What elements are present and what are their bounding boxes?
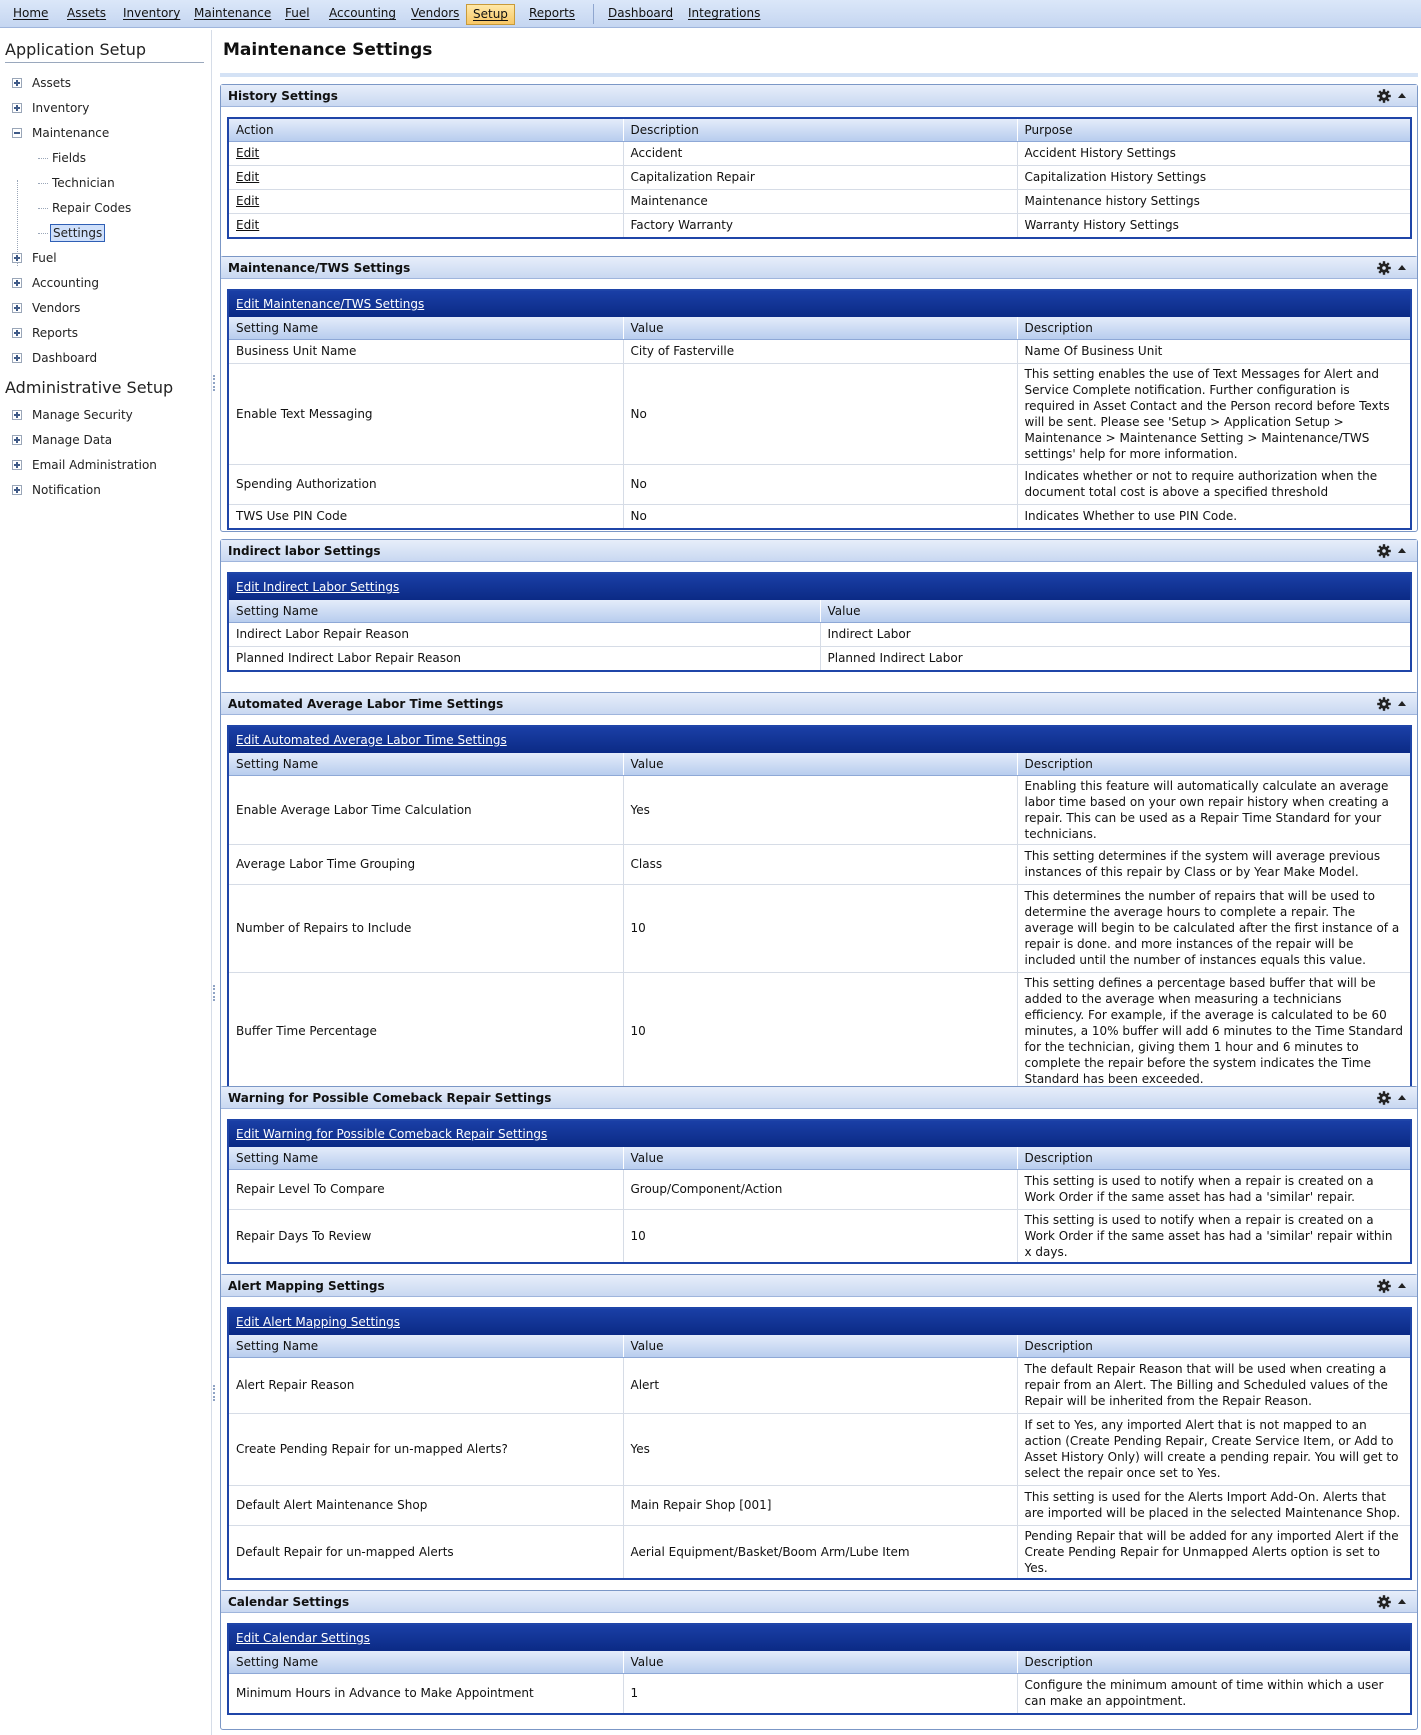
panel-title: History Settings xyxy=(228,89,338,103)
table-cell: Planned Indirect Labor xyxy=(827,651,963,666)
edit-calendar-settings-link[interactable]: Edit Calendar Settings xyxy=(236,1631,371,1645)
menu-dashboard[interactable]: Dashboard xyxy=(608,6,674,20)
table-cell: Enable Text Messaging xyxy=(229,363,623,464)
menu-reports[interactable]: Reports xyxy=(529,6,576,20)
history-grid xyxy=(227,117,1412,239)
table-cell: Name Of Business Unit xyxy=(1017,339,1410,363)
table-cell: Maintenance xyxy=(623,189,1017,213)
chevron-up-icon[interactable] xyxy=(1398,548,1406,553)
table-cell: Default Repair for un-mapped Alerts xyxy=(229,1525,623,1578)
gear-icon[interactable] xyxy=(1377,544,1391,558)
expand-icon[interactable] xyxy=(12,485,22,495)
table-row xyxy=(229,339,1410,363)
table-row xyxy=(229,1357,1410,1413)
application-setup-title: Application Setup xyxy=(5,40,147,59)
gear-icon[interactable] xyxy=(1377,89,1391,103)
column-header[interactable]: Setting Name xyxy=(229,317,623,339)
table-cell: Factory Warranty xyxy=(623,213,1017,237)
table-row xyxy=(229,775,1410,844)
table-row xyxy=(229,646,1410,670)
table-cell: Yes xyxy=(623,1413,1017,1485)
chevron-up-icon[interactable] xyxy=(1398,1095,1406,1100)
table-row xyxy=(229,844,1410,884)
table-cell: Accident History Settings xyxy=(1017,141,1410,165)
tree-connector xyxy=(38,183,48,184)
table-cell: This setting is used to notify when a repair is created on a Work Order if the same asset has had a 'similar' repair within x days. xyxy=(1024,1212,1393,1259)
table-cell: If set to Yes, any imported Alert that is not mapped to an action (Create Pending Repair, Create Service Item, or Add to Asset History Only) will create a pending repair. You will get to select the repair once set to Yes. xyxy=(1017,1413,1410,1485)
calendar-grid xyxy=(227,1623,1412,1715)
table-cell: Repair Days To Review xyxy=(229,1209,623,1262)
edit-tws-settings-link[interactable]: Edit Maintenance/TWS Settings xyxy=(236,297,425,311)
table-cell: 10 xyxy=(623,884,1017,972)
table-cell: Yes xyxy=(623,775,1017,844)
table-row xyxy=(229,1673,1410,1713)
comeback-repair-grid xyxy=(227,1119,1412,1264)
gear-icon[interactable] xyxy=(1377,697,1391,711)
table-cell: Alert Repair Reason xyxy=(229,1357,623,1413)
table-cell: Default Alert Maintenance Shop xyxy=(229,1485,623,1525)
expand-icon[interactable] xyxy=(12,78,22,88)
table-row xyxy=(229,363,1410,464)
table-row xyxy=(229,464,1410,504)
panel-header xyxy=(221,1275,1417,1297)
table-cell: 1 xyxy=(623,1673,1017,1713)
alert-mapping-panel xyxy=(220,1274,1418,1613)
table-cell: Buffer Time Percentage xyxy=(229,972,623,1089)
table-row xyxy=(229,884,1410,972)
table-cell: Create Pending Repair for un-mapped Alerts? xyxy=(229,1413,623,1485)
menu-separator xyxy=(593,4,594,24)
table-cell: No xyxy=(623,464,1017,504)
chevron-up-icon[interactable] xyxy=(1398,265,1406,270)
tree-child-settings[interactable]: Settings xyxy=(50,224,105,242)
table-cell: No xyxy=(623,363,1017,464)
table-cell: Accident xyxy=(623,141,1017,165)
column-header[interactable]: Value xyxy=(623,1335,1017,1357)
table-cell: Pending Repair that will be added for any imported Alert if the Create Pending Repair for Unmapped Alerts option is set to Yes. xyxy=(1024,1528,1399,1575)
table-row xyxy=(229,165,1410,189)
table-cell: Repair Level To Compare xyxy=(229,1169,623,1209)
average-labor-time-grid xyxy=(227,725,1412,1091)
table-cell: Minimum Hours in Advance to Make Appointment xyxy=(229,1673,623,1713)
panel-header xyxy=(221,257,1417,279)
column-header[interactable]: Description xyxy=(1017,1651,1410,1673)
edit-bar xyxy=(229,1121,1410,1147)
table-cell: Enable Average Labor Time Calculation xyxy=(229,775,623,844)
edit-maintenance-link[interactable]: Edit xyxy=(236,194,260,208)
tree-connector xyxy=(38,233,48,234)
table-cell: Indirect Labor xyxy=(820,622,1410,646)
edit-bar xyxy=(229,1309,1410,1335)
tree-child-fields[interactable]: Fields xyxy=(52,151,86,165)
table-cell: This setting determines if the system will average previous instances of this repair by Class or by Year Make Model. xyxy=(1017,844,1410,884)
menu-fuel[interactable]: Fuel xyxy=(285,6,310,20)
table-cell: No xyxy=(623,504,1017,528)
main-content xyxy=(220,30,1421,1735)
column-header[interactable]: Setting Name xyxy=(229,1335,623,1357)
table-row xyxy=(229,1169,1410,1209)
expand-icon[interactable] xyxy=(12,435,22,445)
table-cell: Maintenance history Settings xyxy=(1017,189,1410,213)
edit-average-labor-time-link[interactable]: Edit Automated Average Labor Time Settings xyxy=(236,733,507,747)
tree-child-repair-codes[interactable]: Repair Codes xyxy=(52,201,132,215)
table-cell: Average Labor Time Grouping xyxy=(229,844,623,884)
table-cell: This setting is used to notify when a repair is created on a Work Order if the same asset has had a 'similar' repair. xyxy=(1017,1169,1410,1209)
gear-icon[interactable] xyxy=(1377,1279,1391,1293)
section-divider xyxy=(5,62,204,63)
setup-tree-sidebar: Application Setup Assets Inventory Maintenance Fields Technician Repair Codes Settings Fuel Accounting Vendors Reports Dashboard Administrative Setup Manage Security Manage Data Email Administration Notification xyxy=(0,30,208,1735)
menu-inventory[interactable]: Inventory xyxy=(123,6,181,20)
menu-maintenance[interactable]: Maintenance xyxy=(194,6,272,20)
chevron-up-icon[interactable] xyxy=(1398,1283,1406,1288)
column-header[interactable]: Description xyxy=(1017,317,1410,339)
splitter-grip[interactable] xyxy=(213,375,215,391)
column-header[interactable]: Value xyxy=(623,317,1017,339)
menu-home[interactable]: Home xyxy=(13,6,49,20)
table-cell: Alert xyxy=(623,1357,1017,1413)
column-header[interactable]: Value xyxy=(820,600,1410,622)
table-row xyxy=(229,1525,1410,1578)
panel-title: Warning for Possible Comeback Repair Settings xyxy=(228,1091,552,1105)
pane-splitter[interactable] xyxy=(211,30,212,1735)
edit-bar xyxy=(229,727,1410,753)
expand-icon[interactable] xyxy=(12,303,22,313)
administrative-setup-title: Administrative Setup xyxy=(5,378,174,397)
menu-accounting[interactable]: Accounting xyxy=(329,6,397,20)
panel-title: Calendar Settings xyxy=(228,1595,350,1609)
tree-child-technician[interactable]: Technician xyxy=(52,176,115,190)
chevron-up-icon[interactable] xyxy=(1398,701,1406,706)
panel-header xyxy=(221,693,1417,715)
column-header[interactable]: Description xyxy=(1017,753,1410,775)
table-row xyxy=(229,972,1410,1089)
table-cell: Planned Indirect Labor Repair Reason xyxy=(229,646,820,670)
edit-bar xyxy=(229,574,1410,600)
edit-alert-mapping-link[interactable]: Edit Alert Mapping Settings xyxy=(236,1315,400,1329)
table-cell: 10 xyxy=(623,1209,1017,1262)
history-settings-panel xyxy=(220,84,1418,273)
table-cell: Warranty History Settings xyxy=(1024,218,1179,233)
edit-comeback-repair-link[interactable]: Edit Warning for Possible Comeback Repair Settings xyxy=(236,1127,548,1141)
panel-header xyxy=(221,1087,1417,1109)
edit-indirect-labor-link[interactable]: Edit Indirect Labor Settings xyxy=(236,580,400,594)
table-cell: Spending Authorization xyxy=(229,464,623,504)
table-cell: Configure the minimum amount of time within which a user can make an appointment. xyxy=(1024,1678,1384,1709)
panel-title: Indirect labor Settings xyxy=(228,544,381,558)
comeback-repair-panel xyxy=(220,1086,1418,1295)
table-cell: Indicates whether or not to require authorization when the document total cost is above a specified threshold xyxy=(1017,464,1410,504)
table-cell: 10 xyxy=(623,972,1017,1089)
column-header[interactable]: Action xyxy=(229,119,623,141)
table-cell: Aerial Equipment/Basket/Boom Arm/Lube Item xyxy=(623,1525,1017,1578)
collapse-node-icon[interactable] xyxy=(12,128,22,138)
tree-connector xyxy=(38,158,48,159)
table-cell: Main Repair Shop [001] xyxy=(623,1485,1017,1525)
table-cell: This setting defines a percentage based buffer that will be added to the average when measuring a technicians efficiency. For example, if the average is calculated to be 60 minutes, a 10% buffer will add 6 minutes to the Time Standard for the technician, giving them 1 hour and 6 minutes to complete the repair before the system indicates the Time Standard has been exceeded. xyxy=(1024,975,1403,1086)
table-cell: TWS Use PIN Code xyxy=(229,504,623,528)
table-cell: Indicates Whether to use PIN Code. xyxy=(1024,509,1238,524)
table-row xyxy=(229,1413,1410,1485)
alert-mapping-grid xyxy=(227,1307,1412,1580)
edit-warranty-link[interactable]: Edit xyxy=(236,218,260,233)
chevron-up-icon[interactable] xyxy=(1398,93,1406,98)
column-header[interactable]: Setting Name xyxy=(229,1147,623,1169)
menu-assets[interactable]: Assets xyxy=(67,6,107,20)
gear-icon[interactable] xyxy=(1377,1091,1391,1105)
panel-title: Maintenance/TWS Settings xyxy=(228,261,411,275)
table-cell: City of Fasterville xyxy=(623,339,1017,363)
expand-icon[interactable] xyxy=(12,278,22,288)
top-menu-bar xyxy=(0,0,1421,28)
expand-icon[interactable] xyxy=(12,353,22,363)
column-header[interactable]: Value xyxy=(623,1651,1017,1673)
table-cell: Number of Repairs to Include xyxy=(229,884,623,972)
tws-grid xyxy=(227,289,1412,530)
table-row xyxy=(229,213,1410,237)
table-cell: This determines the number of repairs that will be used to determine the average hours to complete a repair. The average will begin to be calculated after the first instance of a repair is done. and more instances of the repair will be included until the number of instances equals this value. xyxy=(1017,884,1410,972)
table-cell: Capitalization Repair xyxy=(623,165,1017,189)
column-header[interactable]: Value xyxy=(623,1147,1017,1169)
column-header[interactable]: Setting Name xyxy=(229,1651,623,1673)
chevron-up-icon[interactable] xyxy=(1398,1599,1406,1604)
menu-vendors[interactable]: Vendors xyxy=(411,6,460,20)
panel-header xyxy=(221,1591,1417,1613)
table-cell: Class xyxy=(623,844,1017,884)
splitter-grip[interactable] xyxy=(213,985,215,1001)
expand-icon[interactable] xyxy=(12,410,22,420)
title-divider xyxy=(220,73,1418,77)
column-header[interactable]: Description xyxy=(1017,1147,1410,1169)
table-cell: Indirect Labor Repair Reason xyxy=(229,622,820,646)
edit-bar xyxy=(229,1625,1410,1651)
tree-connector xyxy=(38,208,48,209)
tws-settings-panel xyxy=(220,256,1418,532)
indirect-labor-grid xyxy=(227,572,1412,672)
menu-setup[interactable]: Setup xyxy=(466,4,515,25)
table-cell: Business Unit Name xyxy=(229,339,623,363)
calendar-settings-panel xyxy=(220,1590,1418,1730)
edit-capitalization-link[interactable]: Edit xyxy=(236,170,260,184)
table-cell: This setting is used for the Alerts Import Add-On. Alerts that are imported will be placed in the selected Maintenance Shop. xyxy=(1017,1485,1410,1525)
table-row xyxy=(229,1485,1410,1525)
column-header[interactable]: Description xyxy=(623,119,1017,141)
table-cell: The default Repair Reason that will be used when creating a repair from an Alert. The Billing and Scheduled values of the Repair will be inherited from the Repair Reason. xyxy=(1017,1357,1410,1413)
table-row xyxy=(229,504,1410,528)
column-header[interactable]: Purpose xyxy=(1017,119,1410,141)
table-cell: This setting enables the use of Text Messages for Alert and Service Complete notification. Further configuration is required in Asset Contact and the Person record before Texts will be sent. Please see 'Setup > Application Setup > Maintenance > Maintenance Setting > Maintenance/TWS settings' help for more information. xyxy=(1017,363,1410,464)
average-labor-time-panel xyxy=(220,692,1418,1103)
expand-icon[interactable] xyxy=(12,103,22,113)
table-cell: Enabling this feature will automatically calculate an average labor time based on your own repair history when creating a repair. This can be used as a Repair Time Standard for your technicians. xyxy=(1017,775,1410,844)
table-row xyxy=(229,1209,1410,1262)
panel-title: Alert Mapping Settings xyxy=(228,1279,385,1293)
expand-icon[interactable] xyxy=(12,253,22,263)
table-row xyxy=(229,141,1410,165)
table-row xyxy=(229,622,1410,646)
column-header[interactable]: Value xyxy=(623,753,1017,775)
splitter-grip[interactable] xyxy=(213,1385,215,1401)
table-cell: Capitalization History Settings xyxy=(1017,165,1410,189)
column-header[interactable]: Setting Name xyxy=(229,600,820,622)
column-header[interactable]: Description xyxy=(1017,1335,1410,1357)
gear-icon[interactable] xyxy=(1377,1595,1391,1609)
table-row xyxy=(229,189,1410,213)
edit-bar xyxy=(229,291,1410,317)
expand-icon[interactable] xyxy=(12,460,22,470)
panel-header xyxy=(221,540,1417,562)
expand-icon[interactable] xyxy=(12,328,22,338)
menu-integrations[interactable]: Integrations xyxy=(688,6,761,20)
edit-accident-link[interactable]: Edit xyxy=(236,146,260,160)
panel-header xyxy=(221,85,1417,107)
table-cell: Group/Component/Action xyxy=(623,1169,1017,1209)
column-header[interactable]: Setting Name xyxy=(229,753,623,775)
panel-title: Automated Average Labor Time Settings xyxy=(228,697,504,711)
gear-icon[interactable] xyxy=(1377,261,1391,275)
page-title: Maintenance Settings xyxy=(223,40,433,60)
